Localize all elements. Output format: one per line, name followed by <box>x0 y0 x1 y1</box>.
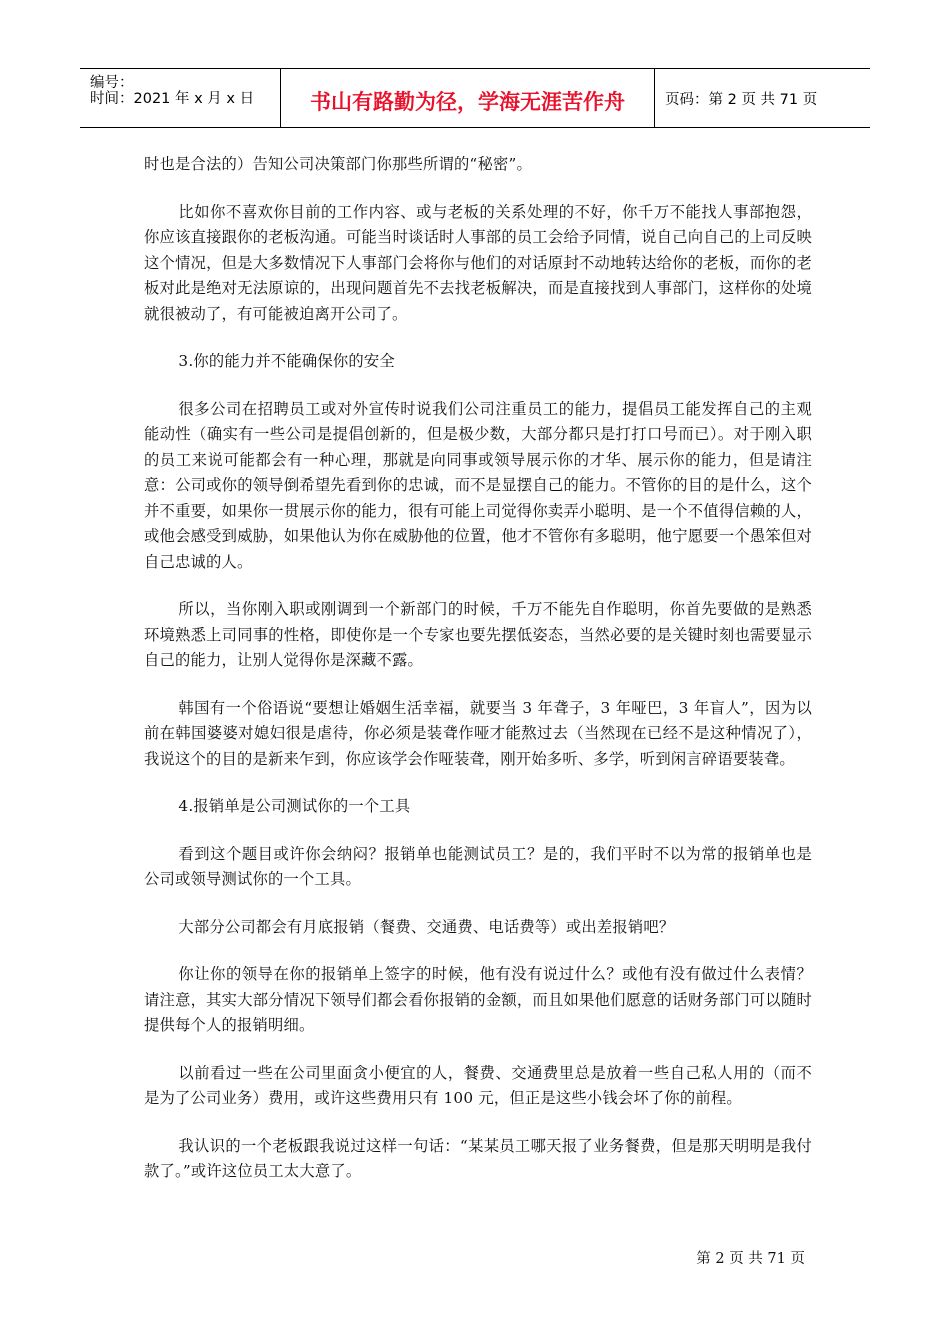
header-motto-cell <box>281 69 655 127</box>
header-page-cell <box>655 69 870 127</box>
paragraph: 很多公司在招聘员工或对外宣传时说我们公司注重员工的能力，提倡员工能发挥自己的主观能动性（确实有一些公司是提倡创新的，但是极少数，大部分都只是打打口号而已）。对于刚入职的员工来说可能都会有一种心理，那就是向同事或领导展示你的才华、展示你的能力，但是请注意：公司或你的领导倒希望先看到你的忠诚，而不是显摆自己的能力。不管你的目的是什么，这个并不重要，如果你一贯展示你的能力，很有可能上司觉得你卖弄小聪明、是一个不值得信赖的人，或他会感受到威胁，如果他认为你在威胁他的位置，他才不管你有多聪明，他宁愿要一个愚笨但对自己忠诚的人。 <box>144 399 812 571</box>
page-footer: 第 2 页 共 71 页 <box>696 1251 805 1267</box>
section-heading: 3.你的能力并不能确保你的安全 <box>178 352 395 370</box>
paragraph: 比如你不喜欢你目前的工作内容、或与老板的关系处理的不好，你千万不能找人事部抱怨，你应该直接跟你的老板沟通。可能当时谈话时人事部的员工会给予同情，说自己向自己的上司反映这个情况，但是大多数情况下人事部门会将你与他们的对话原封不动地转达给你的老板，而你的老板对此是绝对无法原谅的，出现问题首先不去找老板解决，而是直接找到人事部门，这样你的处境就很被动了，有可能被迫离开公司了。 <box>144 202 812 323</box>
section-heading: 4.报销单是公司测试你的一个工具 <box>178 797 411 815</box>
paragraph: 时也是合法的）告知公司决策部门你那些所谓的“秘密”。 <box>144 155 532 173</box>
header-motto: 书山有路勤为径，学海无涯苦作舟 <box>310 90 625 114</box>
header-meta-cell <box>80 69 281 127</box>
paragraph: 看到这个题目或许你会纳闷？报销单也能测试员工？是的，我们平时不以为常的报销单也是公司或领导测试你的一个工具。 <box>144 844 812 888</box>
paragraph: 以前看过一些在公司里面贪小便宜的人，餐费、交通费里总是放着一些自己私人用的（而不是为了公司业务）费用，或许这些费用只有 100 元，但正是这些小钱会坏了你的前程。 <box>144 1063 812 1107</box>
page-header <box>80 68 870 128</box>
header-page-info: 页码：第 2 页 共 71 页 <box>665 92 818 108</box>
number-label: 编号： <box>90 75 134 91</box>
paragraph: 你让你的领导在你的报销单上签字的时候，他有没有说过什么？或他有没有做过什么表情？请注意，其实大部分情况下领导们都会看你报销的金额，而且如果他们愿意的话财务部门可以随时提供每个人的报销明细。 <box>144 965 812 1034</box>
date-label: 时间：2021 年 x 月 x 日 <box>90 91 255 107</box>
paragraph: 所以，当你刚入职或刚调到一个新部门的时候，千万不能先自作聪明，你首先要做的是熟悉环境熟悉上司同事的性格，即使你是一个专家也要先摆低姿态，当然必要的是关键时刻也需要显示自己的能力，让别人觉得你是深藏不露。 <box>144 600 812 669</box>
document-body <box>144 152 812 1207</box>
paragraph: 大部分公司都会有月底报销（餐费、交通费、电话费等）或出差报销吧？ <box>178 917 675 936</box>
paragraph: 我认识的一个老板跟我说过这样一句话：“某某员工哪天报了业务餐费，但是那天明明是我付款了。”或许这位员工太大意了。 <box>144 1136 812 1180</box>
paragraph: 韩国有一个俗语说“要想让婚姻生活幸福，就要当 3 年聋子，3 年哑巴，3 年盲人”，因为以前在韩国婆婆对媳妇很是虐待，你必须是装聋作哑才能熬过去（当然现在已经不是这种情况了），我说这个的目的是新来乍到，你应该学会作哑装聋，刚开始多听、多学，听到闲言碎语要装聋。 <box>144 698 812 768</box>
